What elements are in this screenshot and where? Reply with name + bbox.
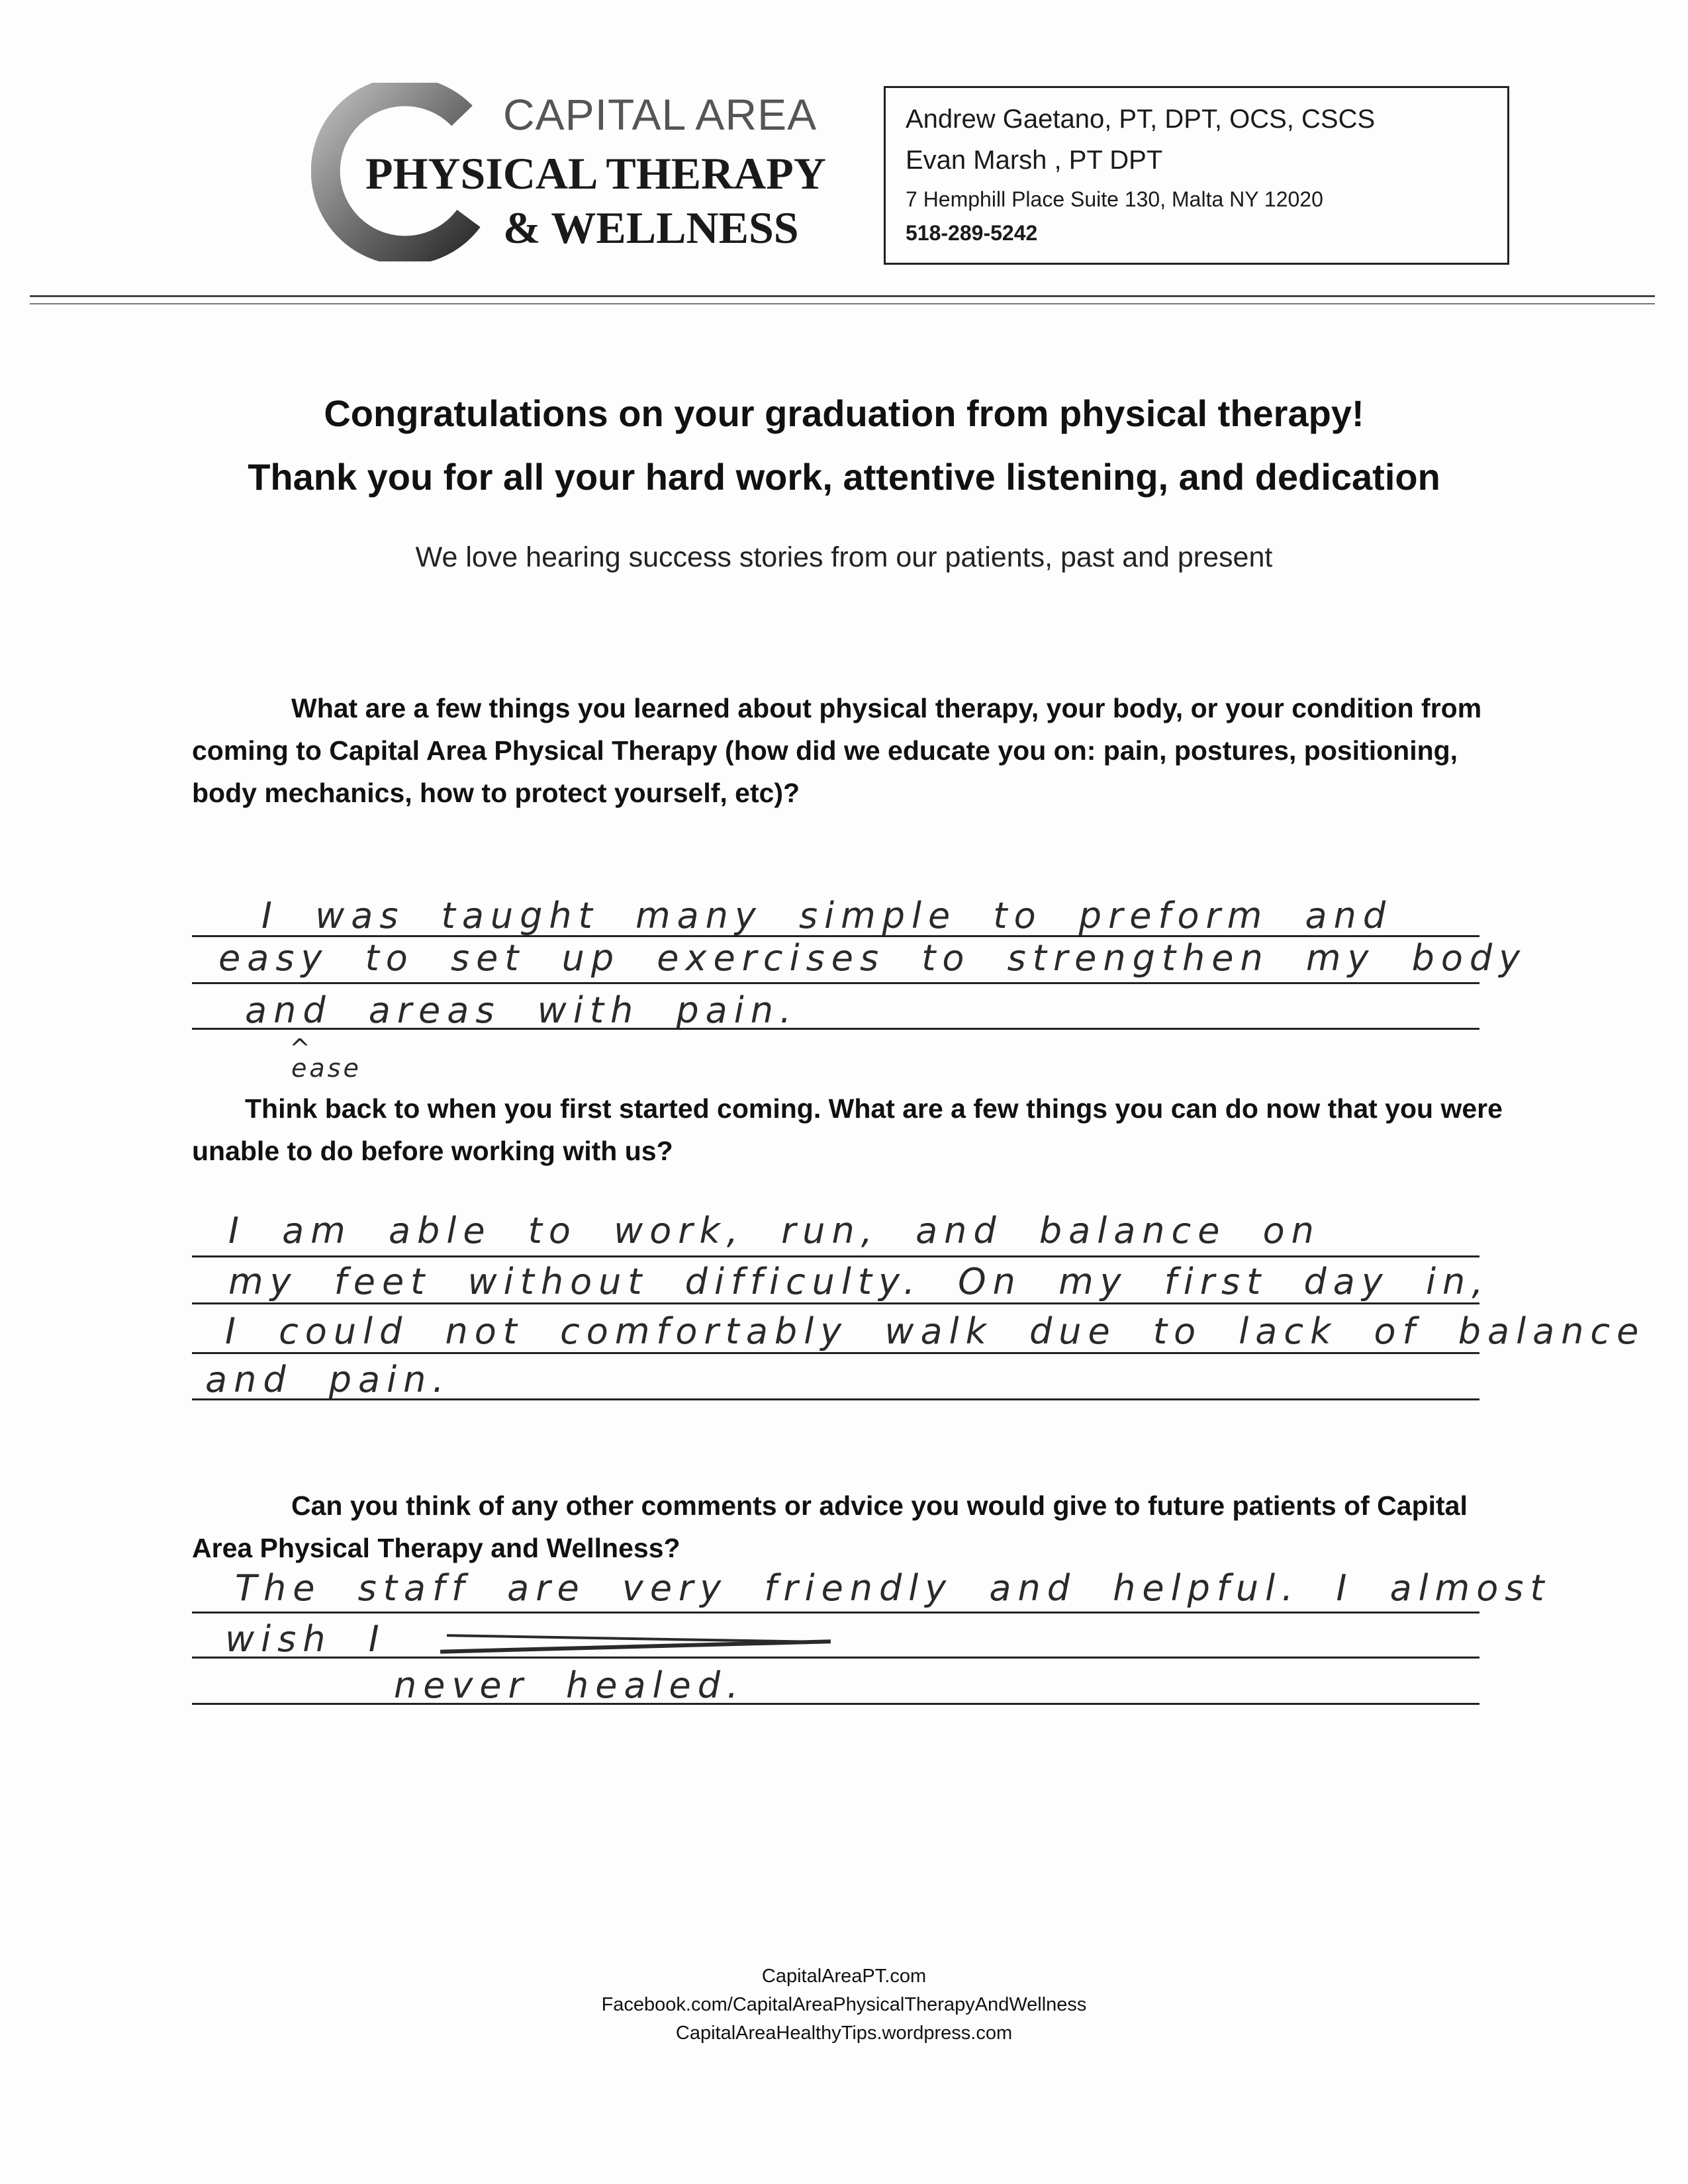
- question-2: Think back to when you first started coming. What are a few things you can do now that you were unable to do before working with us?: [192, 1093, 1503, 1166]
- handwritten-answer-1-line-2: easy to set up exercises to strengthen my body: [218, 937, 1527, 979]
- handwritten-answer-2-line-3: I could not comfortably walk due to lack of balance: [225, 1310, 1646, 1352]
- company-logo: [311, 76, 826, 275]
- footer-website: CapitalAreaPT.com: [761, 1966, 927, 1987]
- answer-line: [192, 1255, 1479, 1257]
- answer-line: [192, 1703, 1479, 1705]
- handwritten-answer-3-line-2: wish I: [225, 1618, 386, 1660]
- caret-insertion-mark: ^: [289, 1034, 313, 1063]
- contact-name-1: Andrew Gaetano, PT, DPT, OCS, CSCS: [906, 105, 1376, 134]
- answer-line: [192, 1657, 1479, 1659]
- answer-line: [192, 982, 1479, 984]
- question-1: What are a few things you learned about physical therapy, your body, or your condition from coming to Capital Area Physical Therapy (how did we educate you on: pain, postures, positioning, body mechanics, how to protect yourself, etc)?: [192, 693, 1482, 808]
- contact-address: 7 Hemphill Place Suite 130, Malta NY 12020: [906, 187, 1323, 211]
- handwritten-answer-1-line-3: and areas with pain.: [245, 989, 798, 1031]
- handwritten-answer-1-line-1: I was taught many simple to preform and: [261, 895, 1393, 936]
- contact-box: [884, 86, 1509, 265]
- answer-line: [192, 1028, 1479, 1030]
- handwritten-answer-2-line-1: I am able to work, run, and balance on: [228, 1210, 1321, 1251]
- congratulations-heading: Congratulations on your graduation from physical therapy!: [324, 392, 1364, 434]
- handwritten-answer-2-line-4: and pain.: [205, 1359, 451, 1400]
- handwritten-insertion-ease: ease: [291, 1054, 361, 1083]
- logo-text-physical-therapy: PHYSICAL THERAPY: [365, 148, 826, 199]
- crossed-out-scribble: [447, 1634, 818, 1643]
- answer-line: [192, 1398, 1479, 1400]
- answer-line: [192, 1302, 1479, 1304]
- success-stories-subheading: We love hearing success stories from our patients, past and present: [415, 541, 1273, 573]
- question-3: Can you think of any other comments or advice you would give to future patients of Capital Area Physical Therapy and Wellness?: [192, 1490, 1468, 1563]
- handwritten-answer-3-line-1: The staff are very friendly and helpful. I almost: [235, 1567, 1551, 1609]
- logo-text-capital-area: CAPITAL AREA: [503, 90, 818, 139]
- contact-phone: 518-289-5242: [906, 221, 1038, 245]
- footer-blog: CapitalAreaHealthyTips.wordpress.com: [675, 2023, 1013, 2044]
- thank-you-heading: Thank you for all your hard work, attentive listening, and dedication: [248, 456, 1440, 498]
- header-divider-secondary: [30, 303, 1655, 304]
- header-divider: [30, 295, 1655, 297]
- answer-line: [192, 1612, 1479, 1614]
- contact-name-2: Evan Marsh , PT DPT: [906, 146, 1163, 175]
- handwritten-answer-2-line-2: my feet without difficulty. On my first day in,: [228, 1261, 1490, 1302]
- answer-line: [192, 1352, 1479, 1354]
- footer-facebook: Facebook.com/CapitalAreaPhysicalTherapyAndWellness: [601, 1994, 1087, 2015]
- handwritten-answer-3-line-3: never healed.: [394, 1664, 745, 1706]
- logo-text-wellness: & WELLNESS: [503, 203, 799, 253]
